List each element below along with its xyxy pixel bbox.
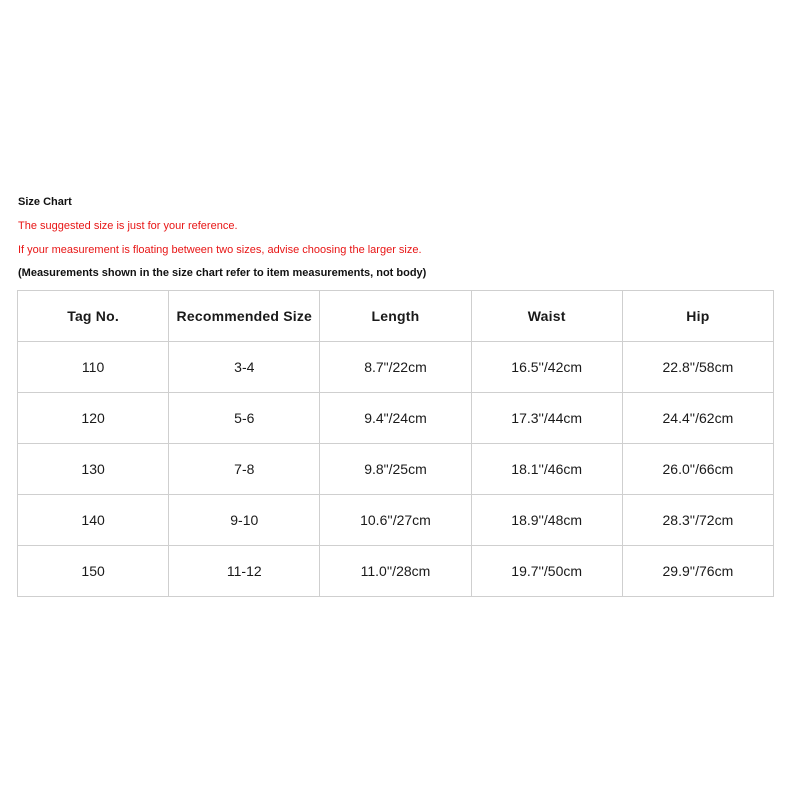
reference-note: The suggested size is just for your reference. xyxy=(18,220,238,232)
cell-length: 9.4"/24cm xyxy=(320,393,471,444)
cell-length: 10.6''/27cm xyxy=(320,495,471,546)
column-header-hip: Hip xyxy=(622,291,773,342)
cell-length: 8.7"/22cm xyxy=(320,342,471,393)
table-row xyxy=(18,393,774,444)
cell-hip: 26.0''/66cm xyxy=(622,444,773,495)
column-header-recommended-size: Recommended Size xyxy=(169,291,320,342)
cell-waist: 19.7''/50cm xyxy=(471,546,622,597)
table-row xyxy=(18,444,774,495)
cell-hip: 28.3''/72cm xyxy=(622,495,773,546)
cell-recommended-size: 9-10 xyxy=(169,495,320,546)
cell-waist: 18.9''/48cm xyxy=(471,495,622,546)
cell-tag-no: 110 xyxy=(18,342,169,393)
table-row xyxy=(18,546,774,597)
cell-tag-no: 150 xyxy=(18,546,169,597)
cell-length: 9.8"/25cm xyxy=(320,444,471,495)
table-header-row xyxy=(18,291,774,342)
cell-waist: 18.1''/46cm xyxy=(471,444,622,495)
cell-recommended-size: 11-12 xyxy=(169,546,320,597)
sizing-advice-note: If your measurement is floating between two sizes, advise choosing the larger size. xyxy=(18,244,422,256)
cell-hip: 24.4''/62cm xyxy=(622,393,773,444)
cell-length: 11.0''/28cm xyxy=(320,546,471,597)
table-row xyxy=(18,495,774,546)
column-header-length: Length xyxy=(320,291,471,342)
cell-recommended-size: 5-6 xyxy=(169,393,320,444)
size-chart-title: Size Chart xyxy=(18,196,72,208)
column-header-tag-no: Tag No. xyxy=(18,291,169,342)
cell-tag-no: 130 xyxy=(18,444,169,495)
cell-hip: 22.8''/58cm xyxy=(622,342,773,393)
cell-tag-no: 140 xyxy=(18,495,169,546)
cell-hip: 29.9''/76cm xyxy=(622,546,773,597)
size-table xyxy=(17,290,774,597)
cell-recommended-size: 7-8 xyxy=(169,444,320,495)
column-header-waist: Waist xyxy=(471,291,622,342)
table-row xyxy=(18,342,774,393)
cell-waist: 17.3''/44cm xyxy=(471,393,622,444)
cell-recommended-size: 3-4 xyxy=(169,342,320,393)
cell-waist: 16.5''/42cm xyxy=(471,342,622,393)
cell-tag-no: 120 xyxy=(18,393,169,444)
measurement-disclaimer: (Measurements shown in the size chart refer to item measurements, not body) xyxy=(18,267,427,279)
